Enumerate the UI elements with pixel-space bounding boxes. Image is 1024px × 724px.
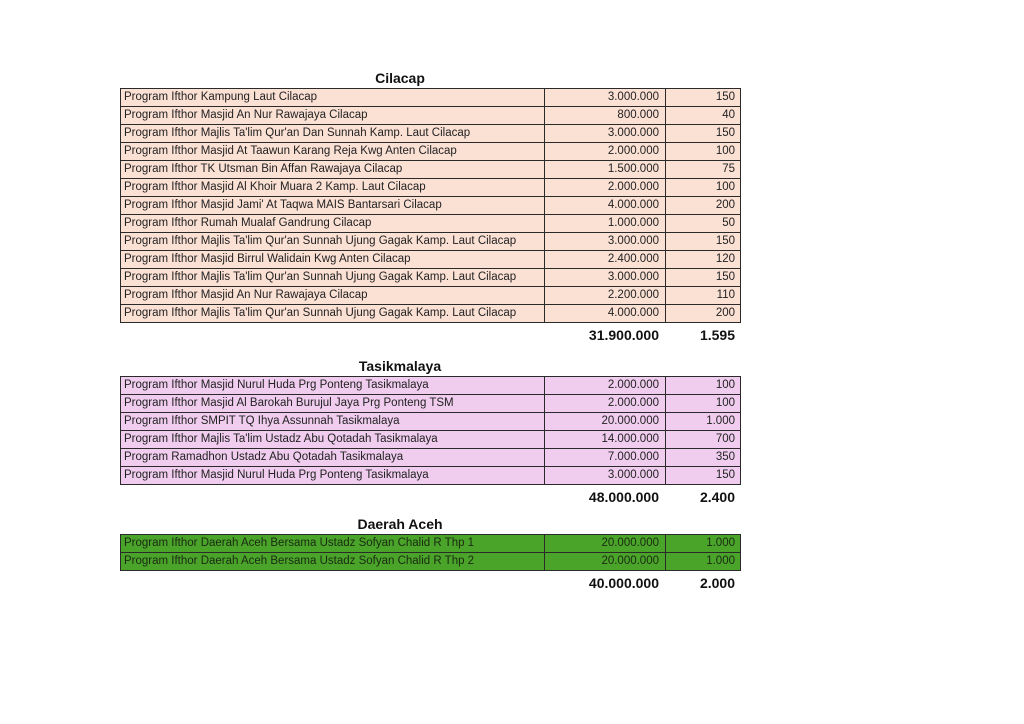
section-cilacap (120, 68, 740, 345)
amount-cell: 800.000 (545, 107, 666, 125)
table-row (121, 413, 741, 431)
program-name-cell: Program Ifthor Masjid Nurul Huda Prg Ponteng Tasikmalaya (121, 377, 545, 395)
table-row (121, 431, 741, 449)
program-name-cell: Program Ifthor Daerah Aceh Bersama Ustadz Sofyan Chalid R Thp 1 (121, 535, 545, 553)
amount-cell: 14.000.000 (545, 431, 666, 449)
table-row (121, 269, 741, 287)
amount-cell: 4.000.000 (545, 197, 666, 215)
program-name-cell: Program Ifthor Masjid Nurul Huda Prg Ponteng Tasikmalaya (121, 467, 545, 485)
total-amount: 40.000.000 (588, 575, 659, 591)
count-cell: 1.000 (666, 413, 741, 431)
count-cell: 1.000 (666, 535, 741, 553)
count-cell: 100 (666, 395, 741, 413)
total-amount: 31.900.000 (588, 327, 659, 343)
table-row (121, 161, 741, 179)
table-row (121, 143, 741, 161)
count-cell: 150 (666, 467, 741, 485)
program-name-cell: Program Ifthor Majlis Ta'lim Qur'an Sunnah Ujung Gagak Kamp. Laut Cilacap (121, 305, 545, 323)
program-name-cell: Program Ifthor Majlis Ta'lim Qur'an Sunnah Ujung Gagak Kamp. Laut Cilacap (121, 233, 545, 251)
table-row (121, 179, 741, 197)
program-name-cell: Program Ifthor Masjid At Taawun Karang Reja Kwg Anten Cilacap (121, 143, 545, 161)
amount-cell: 7.000.000 (545, 449, 666, 467)
section-title: Cilacap (375, 70, 425, 86)
amount-cell: 1.500.000 (545, 161, 666, 179)
amount-cell: 1.000.000 (545, 215, 666, 233)
program-name-cell: Program Ifthor Rumah Mualaf Gandrung Cilacap (121, 215, 545, 233)
program-table (120, 534, 741, 571)
program-name-cell: Program Ifthor Masjid Al Khoir Muara 2 Kamp. Laut Cilacap (121, 179, 545, 197)
section-title: Daerah Aceh (357, 516, 443, 532)
table-row (121, 197, 741, 215)
program-name-cell: Program Ifthor Masjid Birrul Walidain Kwg Anten Cilacap (121, 251, 545, 269)
program-name-cell: Program Ifthor Majlis Ta'lim Qur'an Sunnah Ujung Gagak Kamp. Laut Cilacap (121, 269, 545, 287)
table-row (121, 233, 741, 251)
amount-cell: 3.000.000 (545, 125, 666, 143)
amount-cell: 2.000.000 (545, 377, 666, 395)
amount-cell: 20.000.000 (545, 553, 666, 571)
total-count: 2.000 (699, 575, 735, 591)
amount-cell: 2.400.000 (545, 251, 666, 269)
amount-cell: 3.000.000 (545, 269, 666, 287)
count-cell: 100 (666, 377, 741, 395)
count-cell: 700 (666, 431, 741, 449)
program-table (120, 376, 741, 485)
amount-cell: 4.000.000 (545, 305, 666, 323)
amount-cell: 2.200.000 (545, 287, 666, 305)
amount-cell: 3.000.000 (545, 233, 666, 251)
totals-row (120, 325, 740, 345)
table-row (121, 89, 741, 107)
total-count: 1.595 (699, 327, 735, 343)
amount-cell: 2.000.000 (545, 395, 666, 413)
count-cell: 150 (666, 89, 741, 107)
table-row (121, 553, 741, 571)
table-row (121, 125, 741, 143)
table-row (121, 287, 741, 305)
table-row (121, 395, 741, 413)
count-cell: 120 (666, 251, 741, 269)
count-cell: 150 (666, 269, 741, 287)
program-name-cell: Program Ifthor Majlis Ta'lim Qur'an Dan Sunnah Kamp. Laut Cilacap (121, 125, 545, 143)
count-cell: 200 (666, 197, 741, 215)
total-amount: 48.000.000 (588, 489, 659, 505)
program-name-cell: Program Ifthor Masjid An Nur Rawajaya Cilacap (121, 287, 545, 305)
amount-cell: 20.000.000 (545, 413, 666, 431)
table-row (121, 377, 741, 395)
count-cell: 150 (666, 125, 741, 143)
program-name-cell: Program Ifthor Masjid Jami' At Taqwa MAIS Bantarsari Cilacap (121, 197, 545, 215)
totals-row (120, 573, 740, 593)
program-name-cell: Program Ifthor SMPIT TQ Ihya Assunnah Tasikmalaya (121, 413, 545, 431)
table-row (121, 467, 741, 485)
count-cell: 350 (666, 449, 741, 467)
table-row (121, 535, 741, 553)
amount-cell: 3.000.000 (545, 89, 666, 107)
table-row (121, 107, 741, 125)
amount-cell: 2.000.000 (545, 179, 666, 197)
table-row (121, 215, 741, 233)
count-cell: 100 (666, 179, 741, 197)
count-cell: 75 (666, 161, 741, 179)
table-row (121, 251, 741, 269)
program-name-cell: Program Ifthor Masjid Al Barokah Burujul Jaya Prg Ponteng TSM (121, 395, 545, 413)
section-tasikmalaya (120, 356, 740, 507)
program-name-cell: Program Ramadhon Ustadz Abu Qotadah Tasikmalaya (121, 449, 545, 467)
count-cell: 110 (666, 287, 741, 305)
amount-cell: 2.000.000 (545, 143, 666, 161)
section-title: Tasikmalaya (358, 358, 442, 374)
amount-cell: 3.000.000 (545, 467, 666, 485)
section-daerah-aceh (120, 514, 740, 593)
count-cell: 40 (666, 107, 741, 125)
count-cell: 100 (666, 143, 741, 161)
count-cell: 200 (666, 305, 741, 323)
amount-cell: 20.000.000 (545, 535, 666, 553)
program-name-cell: Program Ifthor Kampung Laut Cilacap (121, 89, 545, 107)
total-count: 2.400 (699, 489, 735, 505)
program-table (120, 88, 741, 323)
program-name-cell: Program Ifthor Daerah Aceh Bersama Ustadz Sofyan Chalid R Thp 2 (121, 553, 545, 571)
count-cell: 150 (666, 233, 741, 251)
count-cell: 50 (666, 215, 741, 233)
program-name-cell: Program Ifthor Majlis Ta'lim Ustadz Abu Qotadah Tasikmalaya (121, 431, 545, 449)
program-name-cell: Program Ifthor Masjid An Nur Rawajaya Cilacap (121, 107, 545, 125)
table-row (121, 305, 741, 323)
program-name-cell: Program Ifthor TK Utsman Bin Affan Rawajaya Cilacap (121, 161, 545, 179)
table-row (121, 449, 741, 467)
count-cell: 1.000 (666, 553, 741, 571)
totals-row (120, 487, 740, 507)
